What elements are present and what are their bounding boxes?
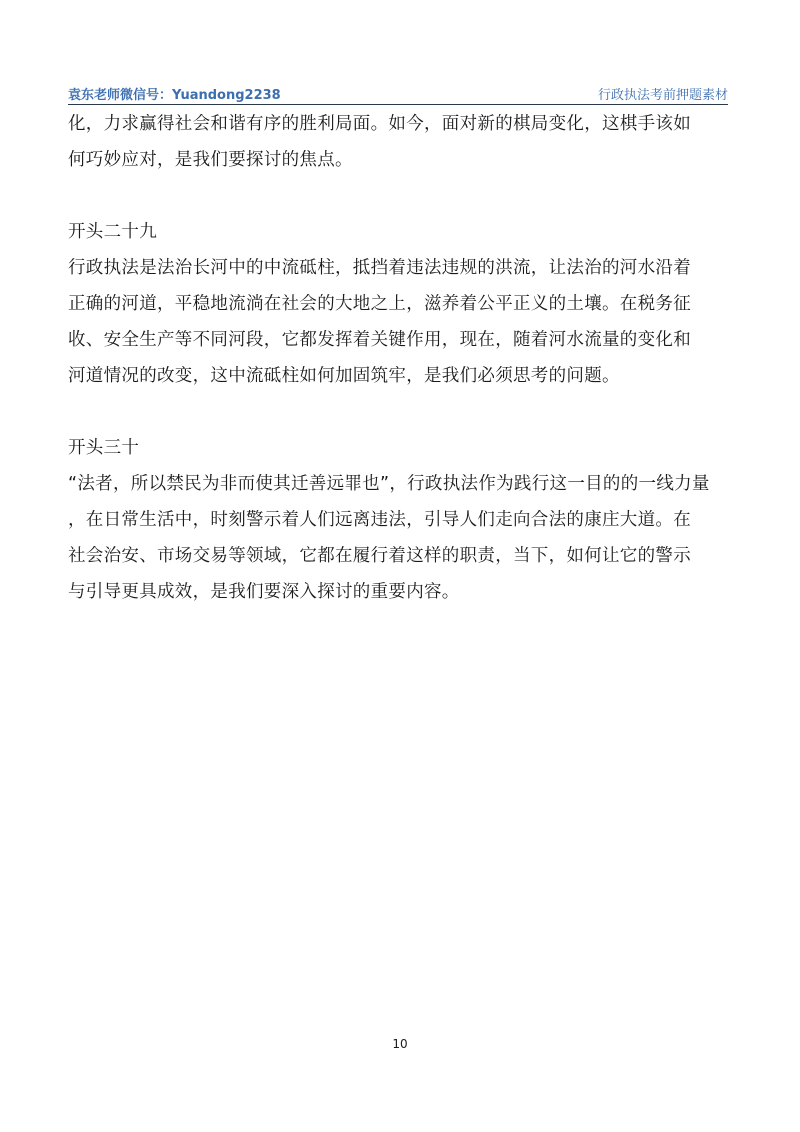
section-heading: 开头三十 <box>68 438 140 458</box>
paragraph-line: 社会治安、市场交易等领域，它都在履行着这样的职责，当下，如何让它的警示 <box>68 546 691 566</box>
paragraph-line: 正确的河道，平稳地流淌在社会的大地之上，滋养着公平正义的土壤。在税务征 <box>68 294 691 314</box>
paragraph-line: 河道情况的改变，这中流砥柱如何加固筑牢，是我们必须思考的问题。 <box>68 366 620 386</box>
header-title: 行政执法考前押题素材 <box>597 88 728 103</box>
continuation-paragraph <box>68 106 740 178</box>
paragraph-gap <box>68 394 740 430</box>
section-opening-29 <box>68 214 740 394</box>
document-body <box>68 106 740 610</box>
paragraph-line: 收、安全生产等不同河段，它都发挥着关键作用，现在，随着河水流量的变化和 <box>68 330 691 350</box>
paragraph-line: 何巧妙应对，是我们要探讨的焦点。 <box>68 150 353 170</box>
page-header <box>68 84 728 105</box>
paragraph-line: 与引导更具成效，是我们要深入探讨的重要内容。 <box>68 582 460 602</box>
paragraph-gap <box>68 178 740 214</box>
paragraph-line: 行政执法是法治长河中的中流砥柱，抵挡着违法违规的洪流，让法治的河水沿着 <box>68 258 691 278</box>
paragraph-line: ，在日常生活中，时刻警示着人们远离违法，引导人们走向合法的康庄大道。在 <box>68 510 691 530</box>
header-contact: 袁东老师微信号：Yuandong2238 <box>68 88 281 103</box>
section-heading: 开头二十九 <box>68 222 157 242</box>
page-number: 10 <box>392 1037 408 1051</box>
paragraph-line: “法者，所以禁民为非而使其迁善远罪也”，行政执法作为践行这一目的的一线力量 <box>68 474 710 494</box>
section-opening-30 <box>68 430 740 610</box>
paragraph-line: 化，力求赢得社会和谐有序的胜利局面。如今，面对新的棋局变化，这棋手该如 <box>68 114 691 134</box>
